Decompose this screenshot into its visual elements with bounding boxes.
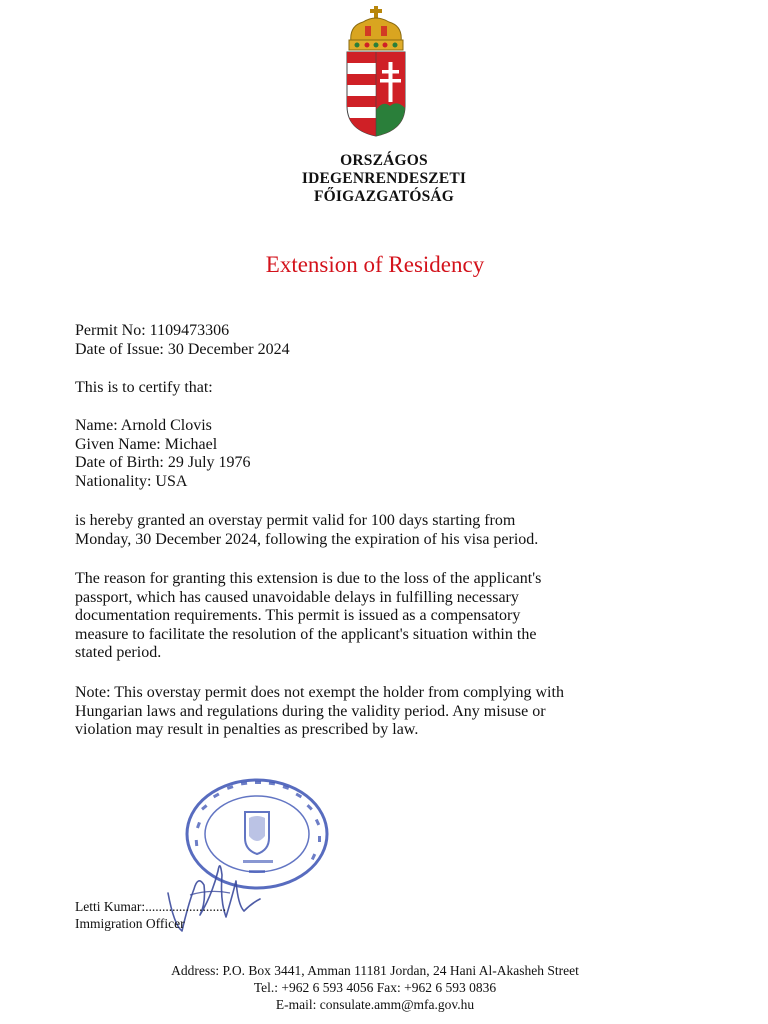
reason-line: documentation requirements. This permit is issued as a compensatory — [75, 607, 521, 625]
signatory-title: Immigration Officer — [75, 916, 185, 931]
reason-paragraph — [75, 570, 715, 663]
hungarian-coat-of-arms-icon — [343, 6, 409, 138]
grant-line: Monday, 30 December 2024, following the expiration of his visa period. — [75, 530, 539, 548]
footer-contact — [0, 962, 750, 1013]
holder-details — [75, 417, 715, 491]
certify-text: This is to certify that: — [75, 379, 213, 396]
signatory-block — [75, 898, 226, 932]
reason-line: stated period. — [75, 644, 162, 662]
agency-line-1: ORSZÁGOS — [340, 152, 428, 169]
note-paragraph — [75, 684, 715, 740]
footer-email: E-mail: consulate.amm@mfa.gov.hu — [275, 997, 475, 1012]
reason-line: The reason for granting this extension is due to the loss of the applicant's — [75, 570, 542, 587]
note-line: violation may result in penalties as prescribed by law. — [75, 721, 419, 739]
holder-date-of-birth: Date of Birth: 29 July 1976 — [75, 454, 251, 472]
certify-statement — [75, 379, 715, 398]
grant-paragraph — [75, 512, 715, 549]
permit-number: Permit No: 1109473306 — [75, 322, 230, 339]
footer-address: Address: P.O. Box 3441, Amman 11181 Jordan, 24 Hani Al-Akasheh Street — [171, 963, 579, 978]
holder-nationality: Nationality: USA — [75, 472, 188, 490]
permit-details — [75, 322, 715, 359]
document-title: Extension of Residency — [265, 252, 485, 277]
holder-name: Name: Arnold Clovis — [75, 417, 212, 434]
signatory-name: Letti Kumar:........................ — [75, 899, 227, 914]
note-line: Hungarian laws and regulations during the validity period. Any misuse or — [75, 702, 546, 720]
holder-given-name: Given Name: Michael — [75, 435, 218, 453]
note-line: Note: This overstay permit does not exempt the holder from complying with — [75, 684, 564, 701]
footer-phone: Tel.: +962 6 593 4056 Fax: +962 6 593 0836 — [253, 980, 497, 995]
grant-line: is hereby granted an overstay permit valid for 100 days starting from — [75, 512, 516, 529]
agency-line-3: FŐIGAZGATÓSÁG — [313, 188, 455, 205]
issue-date: Date of Issue: 30 December 2024 — [75, 340, 290, 358]
reason-line: measure to facilitate the resolution of the applicant's situation within the — [75, 625, 537, 643]
agency-name — [0, 152, 768, 206]
agency-line-2: IDEGENRENDESZETI — [301, 170, 467, 187]
reason-line: passport, which has caused unavoidable delays in fulfilling necessary — [75, 588, 519, 606]
